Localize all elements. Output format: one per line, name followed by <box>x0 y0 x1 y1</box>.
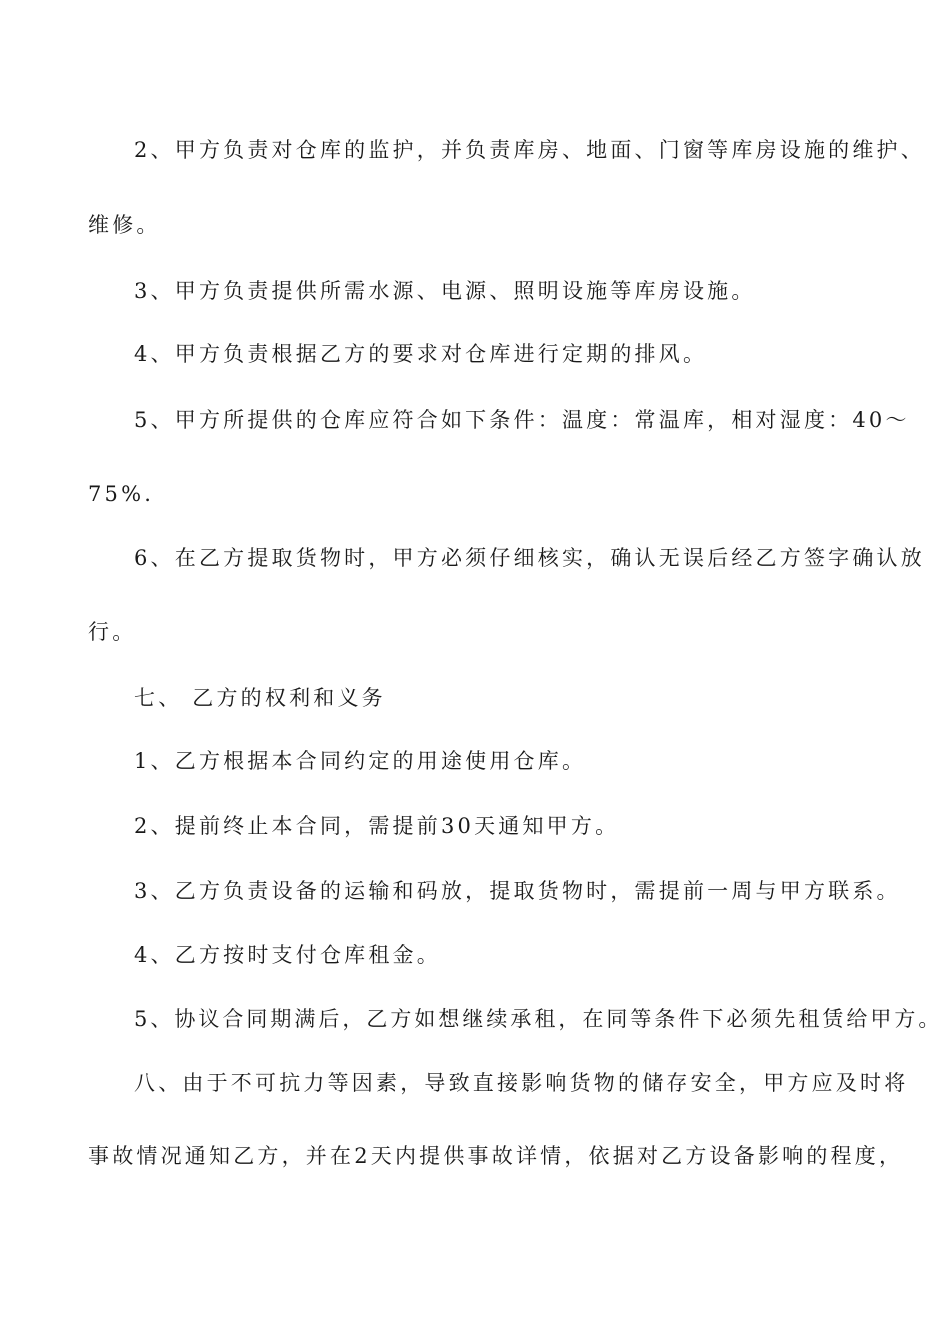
clause-6-3: 3、甲方负责提供所需水源、电源、照明设施等库房设施。 <box>134 279 756 303</box>
section-8-line-1: 八、由于不可抗力等因素，导致直接影响货物的储存安全，甲方应及时将 <box>134 1071 909 1095</box>
clause-7-4: 4、乙方按时支付仓库租金。 <box>134 943 441 967</box>
clause-7-1: 1、乙方根据本合同约定的用途使用仓库。 <box>134 749 587 773</box>
clause-6-2-line-1: 2、甲方负责对仓库的监护，并负责库房、地面、门窗等库房设施的维护、 <box>134 138 925 162</box>
clause-6-4: 4、甲方负责根据乙方的要求对仓库进行定期的排风。 <box>134 342 708 366</box>
section-7-heading: 七、 乙方的权利和义务 <box>134 686 386 710</box>
clause-6-6-line-1: 6、在乙方提取货物时，甲方必须仔细核实，确认无误后经乙方签字确认放 <box>134 546 925 570</box>
section-8-line-2: 事故情况通知乙方，并在2天内提供事故详情，依据对乙方设备影响的程度， <box>88 1144 904 1168</box>
clause-7-5: 5、协议合同期满后，乙方如想继续承租，在同等条件下必须先租赁给甲方。 <box>134 1007 943 1031</box>
clause-6-5-line-1: 5、甲方所提供的仓库应符合如下条件：温度：常温库，相对湿度：40～ <box>134 408 910 432</box>
clause-7-3: 3、乙方负责设备的运输和码放，提取货物时，需提前一周与甲方联系。 <box>134 879 901 903</box>
clause-7-2: 2、提前终止本合同，需提前30天通知甲方。 <box>134 814 620 838</box>
clause-6-6-line-2: 行。 <box>88 620 137 644</box>
clause-6-5-line-2: 75%. <box>88 482 155 506</box>
clause-6-2-line-2: 维修。 <box>88 213 161 237</box>
